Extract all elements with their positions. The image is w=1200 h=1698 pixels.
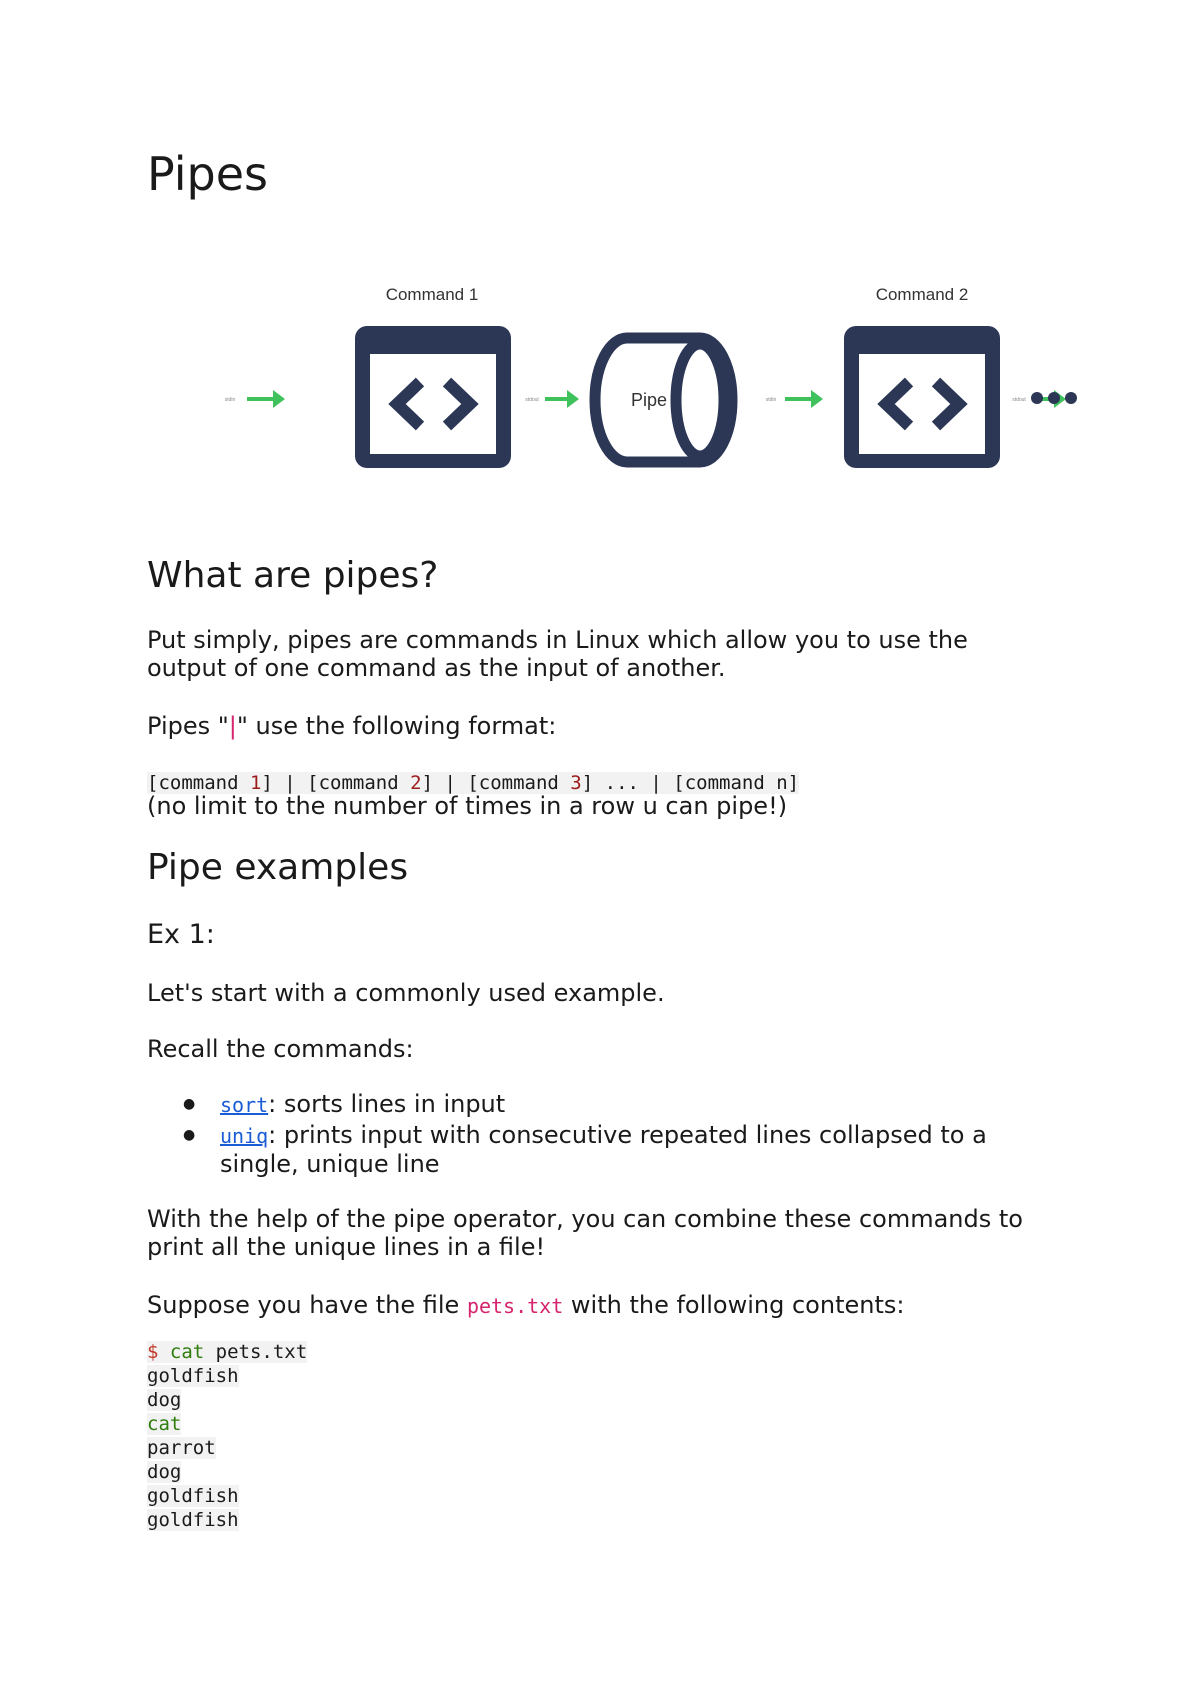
pipe-symbol: | — [228, 712, 237, 740]
command1-window-icon — [355, 326, 511, 468]
paragraph-definition — [147, 626, 1047, 682]
stream-label-3: stdin — [765, 397, 777, 403]
inline-filename: pets.txt — [466, 1294, 564, 1318]
text-fragment: Suppose you have the file — [147, 1291, 467, 1319]
pipe-limit-note: (no limit to the number of times in a row u can pipe!) — [147, 792, 788, 820]
stream-label-2: stdout — [525, 397, 539, 403]
terminal-line — [147, 1508, 307, 1532]
command2-label: Command 2 — [875, 285, 969, 304]
paragraph-line: print all the unique lines in a file! — [147, 1233, 546, 1261]
code-text: [command — [147, 772, 250, 794]
terminal-line-text: goldfish — [147, 1365, 239, 1387]
command2-window-icon — [844, 326, 1000, 468]
code-number: 3 — [570, 772, 582, 794]
list-item-text: : prints input with consecutive repeated lines collapsed to a — [268, 1121, 987, 1149]
terminal-output — [147, 1340, 307, 1532]
paragraph-suppose — [147, 1291, 1047, 1320]
code-number: 2 — [410, 772, 422, 794]
terminal-line-text: cat — [147, 1413, 182, 1435]
code-text: [command — [307, 772, 411, 794]
terminal-argument: pets.txt — [204, 1341, 308, 1363]
paragraph-combine — [147, 1205, 1047, 1261]
more-dots-icon — [1028, 389, 1088, 409]
paragraph-line: output of one command as the input of another. — [147, 654, 726, 682]
section-heading-what-are-pipes: What are pipes? — [147, 555, 439, 596]
pipe-diagram — [207, 282, 1087, 482]
paragraph-recall: Recall the commands: — [147, 1035, 414, 1063]
text-fragment: Pipes " — [147, 712, 229, 740]
section-heading-pipe-examples: Pipe examples — [147, 847, 409, 888]
terminal-line-text: goldfish — [147, 1509, 239, 1531]
terminal-line-text: dog — [147, 1461, 182, 1483]
stream-label-1: stdin — [224, 397, 236, 403]
code-text: ] ... | — [581, 772, 674, 794]
terminal-line — [147, 1412, 307, 1436]
terminal-command-line — [147, 1340, 307, 1364]
list-item — [147, 1090, 1047, 1119]
list-item-text: single, unique line — [220, 1150, 440, 1178]
paragraph-intro: Let's start with a commonly used example. — [147, 979, 665, 1007]
code-text: ] | — [421, 772, 468, 794]
terminal-line — [147, 1436, 307, 1460]
list-item-text: : sorts lines in input — [268, 1090, 506, 1118]
arrow-right-icon — [785, 390, 823, 408]
arrow-right-icon — [545, 390, 579, 408]
sort-link[interactable]: sort — [220, 1093, 269, 1117]
page-title: Pipes — [147, 147, 268, 201]
stream-label-4: stdout — [1012, 397, 1026, 403]
terminal-line — [147, 1484, 307, 1508]
terminal-line-text: goldfish — [147, 1485, 239, 1507]
text-fragment: " use the following format: — [236, 712, 557, 740]
code-text: [command — [467, 772, 571, 794]
code-text: [command n] — [673, 772, 800, 794]
code-fragment — [147, 772, 799, 794]
text-fragment: with the following contents: — [563, 1291, 905, 1319]
example-label: Ex 1: — [147, 919, 215, 950]
command-list — [147, 1090, 1047, 1178]
paragraph-format-intro — [147, 712, 1047, 740]
terminal-line — [147, 1388, 307, 1412]
command1-label: Command 1 — [385, 285, 479, 304]
code-text: ] | — [261, 772, 308, 794]
terminal-line — [147, 1460, 307, 1484]
terminal-line-text: dog — [147, 1389, 182, 1411]
terminal-line-text: parrot — [147, 1437, 216, 1459]
arrow-right-icon — [247, 390, 285, 408]
paragraph-line: Put simply, pipes are commands in Linux which allow you to use the — [147, 626, 968, 654]
paragraph-line: With the help of the pipe operator, you can combine these commands to — [147, 1205, 1023, 1233]
pipe-label: Pipe — [630, 390, 668, 410]
terminal-command: cat — [169, 1341, 205, 1363]
terminal-line — [147, 1364, 307, 1388]
code-number: 1 — [249, 772, 262, 794]
prompt-symbol: $ — [147, 1341, 170, 1363]
list-item — [147, 1121, 1047, 1178]
uniq-link[interactable]: uniq — [220, 1124, 269, 1148]
